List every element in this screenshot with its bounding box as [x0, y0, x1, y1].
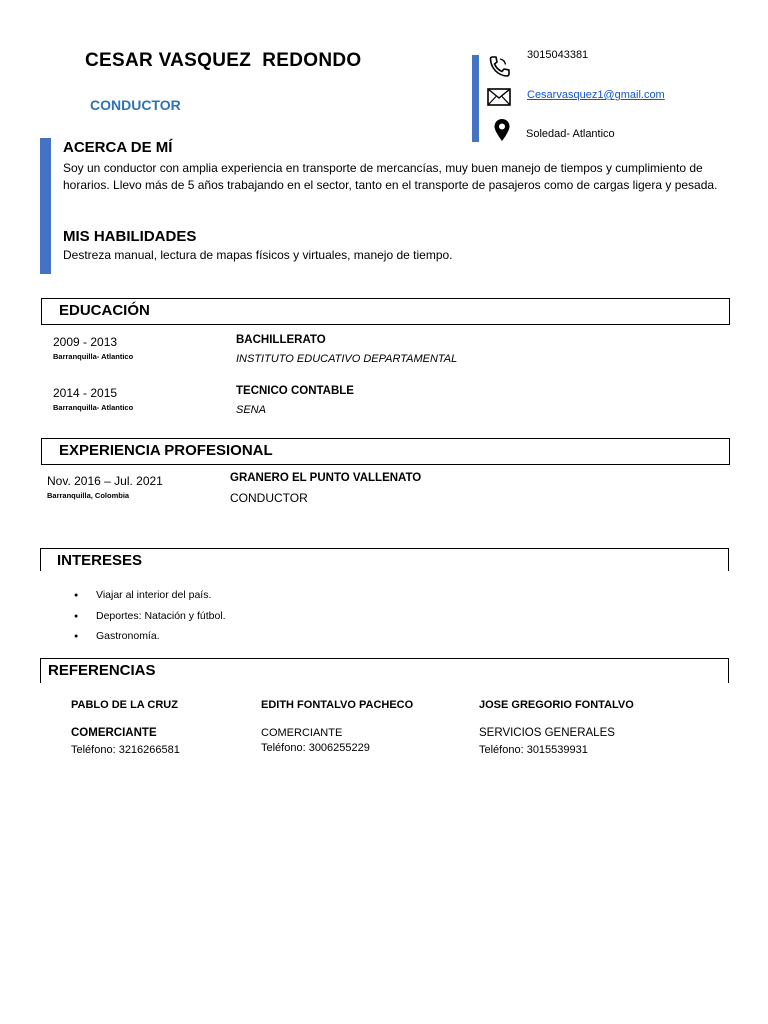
about-heading: ACERCA DE MÍ	[63, 139, 173, 156]
skills-text: Destreza manual, lectura de mapas físicos y virtuales, manejo de tiempo.	[63, 248, 453, 262]
envelope-icon	[487, 88, 511, 110]
about-accent-bar	[40, 138, 51, 274]
reference-phone: Teléfono: 3006255229	[261, 742, 370, 754]
interests-left-border	[40, 548, 41, 571]
list-item: ● Viajar al interior del país.	[74, 589, 226, 610]
skills-heading: MIS HABILIDADES	[63, 228, 197, 245]
education-section-header	[41, 298, 730, 325]
interests-right-border	[728, 548, 729, 571]
experience-position: CONDUCTOR	[230, 491, 308, 505]
list-item: ● Gastronomía.	[74, 630, 226, 651]
education-location: Barranquilla- Atlantico	[53, 352, 134, 361]
interests-list	[74, 589, 226, 651]
experience-section-header	[41, 438, 730, 465]
phone-icon	[487, 55, 511, 77]
contact-phone: 3015043381	[527, 49, 589, 61]
contact-location: Soledad- Atlantico	[526, 128, 615, 140]
reference-name: JOSE GREGORIO FONTALVO	[479, 699, 634, 711]
reference-job: COMERCIANTE	[71, 727, 157, 739]
reference-job: SERVICIOS GENERALES	[479, 727, 615, 739]
reference-name: PABLO DE LA CRUZ	[71, 699, 178, 711]
interests-heading: INTERESES	[57, 552, 143, 569]
education-years: 2014 - 2015	[53, 386, 118, 400]
experience-period: Nov. 2016 – Jul. 2021	[47, 474, 163, 488]
location-pin-icon	[493, 118, 511, 142]
references-heading: REFERENCIAS	[48, 662, 156, 679]
references-left-border	[40, 658, 41, 683]
reference-name: EDITH FONTALVO PACHECO	[261, 699, 414, 711]
interests-top-border	[40, 548, 729, 549]
experience-location: Barranquilla, Colombia	[47, 491, 130, 500]
reference-phone: Teléfono: 3015539931	[479, 744, 588, 756]
education-degree: BACHILLERATO	[236, 334, 326, 346]
job-title: CONDUCTOR	[90, 97, 181, 113]
education-institution: SENA	[236, 404, 266, 416]
education-location: Barranquilla- Atlantico	[53, 403, 134, 412]
education-degree: TECNICO CONTABLE	[236, 385, 354, 397]
contact-accent-bar	[472, 55, 479, 142]
candidate-name: CESAR VASQUEZ REDONDO	[85, 50, 362, 71]
references-top-border	[40, 658, 729, 659]
education-institution: INSTITUTO EDUCATIVO DEPARTAMENTAL	[236, 353, 458, 365]
experience-heading: EXPERIENCIA PROFESIONAL	[59, 442, 273, 459]
list-item: ● Deportes: Natación y fútbol.	[74, 610, 226, 631]
references-right-border	[728, 658, 729, 683]
about-text: Soy un conductor con amplia experiencia en transporte de mercancías, muy buen manejo de tiempos y cumplimiento de horarios. Llevo más de 5 años trabajando en el sector, tanto en el transporte de pasajeros como de cargas ligera y pesada.	[63, 161, 718, 192]
reference-phone: Teléfono: 3216266581	[71, 744, 180, 756]
reference-job: COMERCIANTE	[261, 727, 343, 739]
education-years: 2009 - 2013	[53, 335, 118, 349]
education-heading: EDUCACIÓN	[59, 302, 150, 319]
contact-email-link[interactable]: Cesarvasquez1@gmail.com	[527, 89, 665, 101]
experience-company: GRANERO EL PUNTO VALLENATO	[230, 472, 422, 484]
